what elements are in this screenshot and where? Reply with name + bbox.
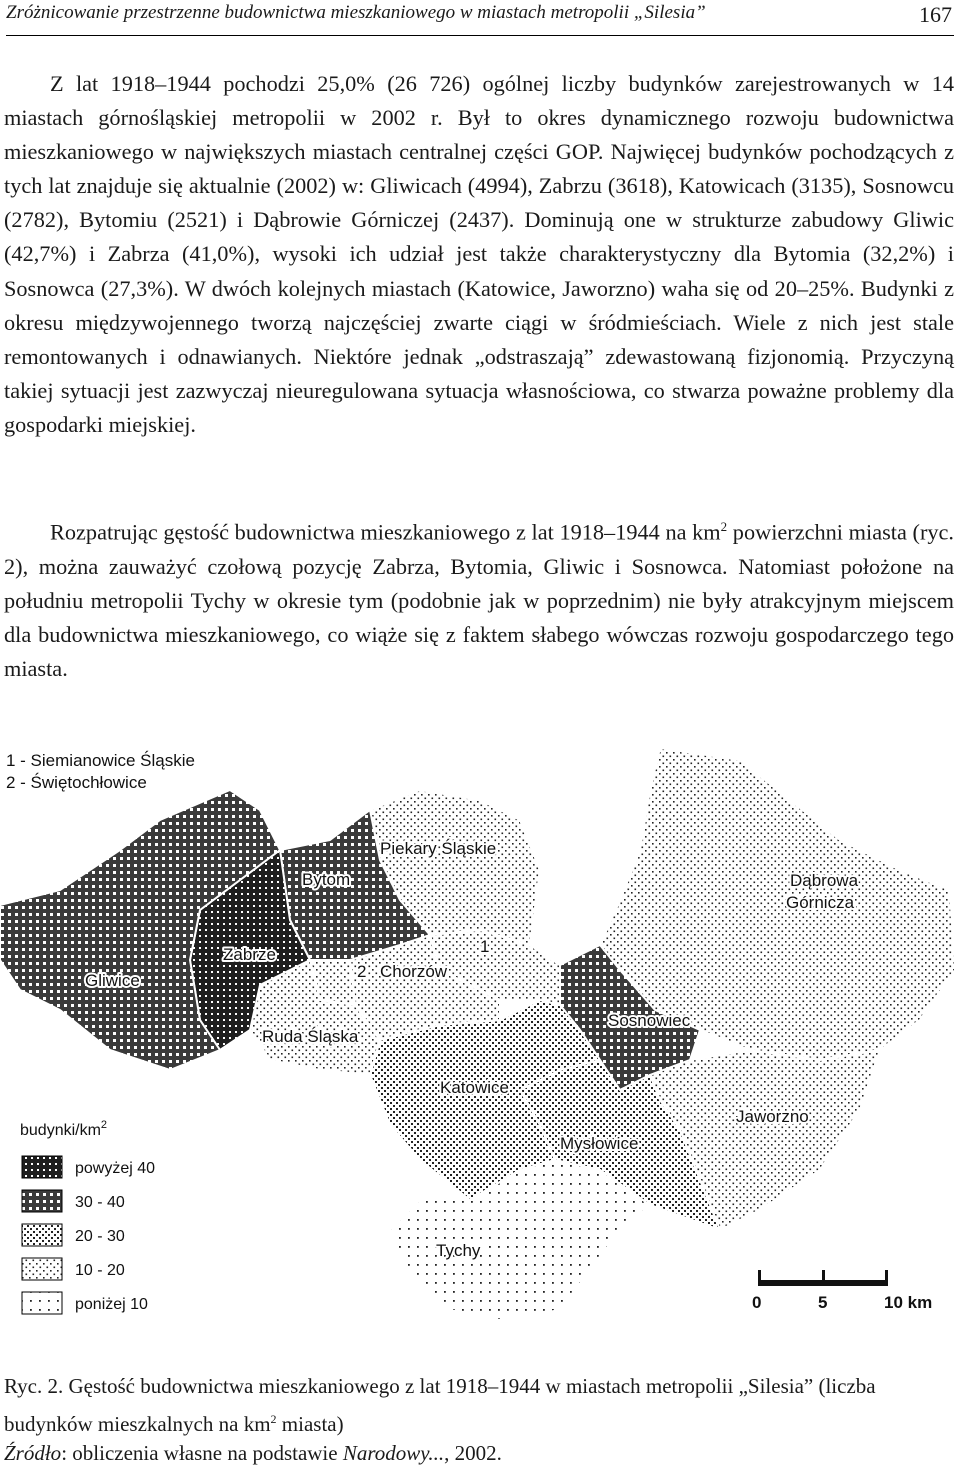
label-siemianowice: 1: [480, 937, 490, 956]
legend-label-3: 20 - 30: [75, 1228, 125, 1245]
key-line-1: 1 - Siemianowice Śląskie: [6, 751, 195, 770]
label-dabrowa-line1: Dąbrowa: [790, 871, 859, 890]
legend-label-5: poniżej 10: [75, 1296, 148, 1313]
scale-label-0: 0: [752, 1293, 762, 1312]
legend-swatch-2: [22, 1190, 62, 1212]
paragraph-1: Z lat 1918–1944 pochodzi 25,0% (26 726) ogólnej liczby budynków zarejestrowanych w 14 miastach górnośląskiej metropolii w 2002 r. Był to okres dynamicznego rozwoju budownictwa mieszkaniowego w największych miastach centralnej części GOP. Najwięcej budynków pochodzących z tych lat znajduje się aktualnie (2002) w: Gliwicach (4994), Zabrzu (3618), Katowicach (3135), Sosnowcu (2782), Bytomiu (2521) i Dąbrowie Górniczej (2437). Dominują one w strukturze zabudowy Gliwic (42,7%) i Zabrza (41,0%), wysoki ich udział jest także charakterystyczny dla Bytomia (32,2%) i Sosnowca (27,3%). W dwóch kolejnych miastach (Katowice, Jaworzno) waha się od 20–25%. Budynki z okresu międzywojennego tworzą najczęściej zwarte ciągi w śródmieściach. Wiele z nich jest stale remontowanych i odnawianych. Niektóre jednak „odstraszają” zdewastowaną fizjonomią. Przyczyną takiej sytuacji jest zazwyczaj nieuregulowana sytuacja własnościowa, co stwarza poważne problemy dla gospodarki miejskiej.: [4, 71, 954, 437]
legend-title: budynki/$km^2$: [20, 1119, 108, 1139]
label-ruda-slaska: Ruda Śląska: [262, 1027, 359, 1046]
label-swietochlowice: 2: [357, 962, 367, 981]
label-myslowice: Mysłowice: [560, 1134, 639, 1153]
label-piekary: Piekary Śląskie: [380, 839, 497, 858]
source-text-b: , 2002.: [444, 1441, 502, 1465]
legend-swatch-4: [22, 1258, 62, 1280]
label-katowice: Katowice: [440, 1078, 509, 1097]
label-zabrze: Zabrze: [223, 945, 276, 964]
map-svg: [0, 730, 960, 1330]
figure-map: [0, 730, 960, 1330]
label-chorzow: Chorzów: [380, 962, 448, 981]
label-gliwice: Gliwice: [85, 971, 140, 990]
caption-text-a: Ryc. 2. Gęstość budownictwa mieszkaniowego z lat 1918–1944 w miastach metropolii „Silesia” (liczba budynków mieszkalnych na km: [4, 1374, 876, 1436]
region-tychy: [390, 1160, 650, 1320]
source-label: Źródło: [4, 1441, 62, 1465]
legend-swatch-5: [22, 1292, 62, 1314]
page-number: 167: [919, 2, 952, 27]
legend-swatch-1: [22, 1156, 62, 1178]
source-reference: Narodowy...: [342, 1441, 445, 1465]
running-title: Zróżnicowanie przestrzenne budownictwa mieszkaniowego w miastach metropolii „Silesia”: [6, 2, 706, 23]
scale-bar: [752, 1270, 932, 1312]
paragraph-2-text-a: Rozpatrując gęstość budownictwa mieszkaniowego z lat 1918–1944 na km: [50, 519, 721, 545]
label-tychy: Tychy: [436, 1241, 481, 1260]
label-jaworzno: Jaworzno: [736, 1107, 809, 1126]
legend: [20, 1119, 155, 1314]
legend-label-4: 10 - 20: [75, 1262, 125, 1279]
paragraph-2-text-b: powierzchni miasta (ryc. 2), można zauważyć czołową pozycję Zabrza, Bytomia, Gliwic i Sosnowca. Natomiast położone na południu metropolii Tychy w okresie tym (podobnie jak w poprzednim) nie były atrakcyjnym miejscem dla budownictwa mieszkaniowego, co wiąże się z faktem słabego wówczas rozwoju gospodarczego tego miasta.: [4, 519, 954, 681]
label-dabrowa-line2: Górnicza: [786, 893, 855, 912]
legend-label-2: 30 - 40: [75, 1194, 125, 1211]
superscript: 2: [720, 519, 728, 534]
legend-label-1: powyżej 40: [75, 1160, 156, 1177]
label-bytom: Bytom: [302, 870, 351, 889]
caption-superscript: 2: [270, 1412, 277, 1426]
running-header: [6, 0, 952, 34]
scale-label-5: 5: [818, 1293, 828, 1312]
key-line-2: 2 - Świętochłowice: [6, 773, 147, 792]
legend-swatch-3: [22, 1224, 62, 1246]
label-sosnowiec: Sosnowiec: [608, 1011, 691, 1030]
header-rule: [6, 35, 954, 36]
paragraph-2: [4, 510, 954, 686]
source-text-a: : obliczenia własne na podstawie: [61, 1441, 343, 1465]
figure-caption: [4, 1370, 954, 1441]
figure-source: [4, 1441, 502, 1466]
scale-label-10: 10 km: [884, 1293, 933, 1312]
caption-text-b: miasta): [276, 1412, 344, 1436]
